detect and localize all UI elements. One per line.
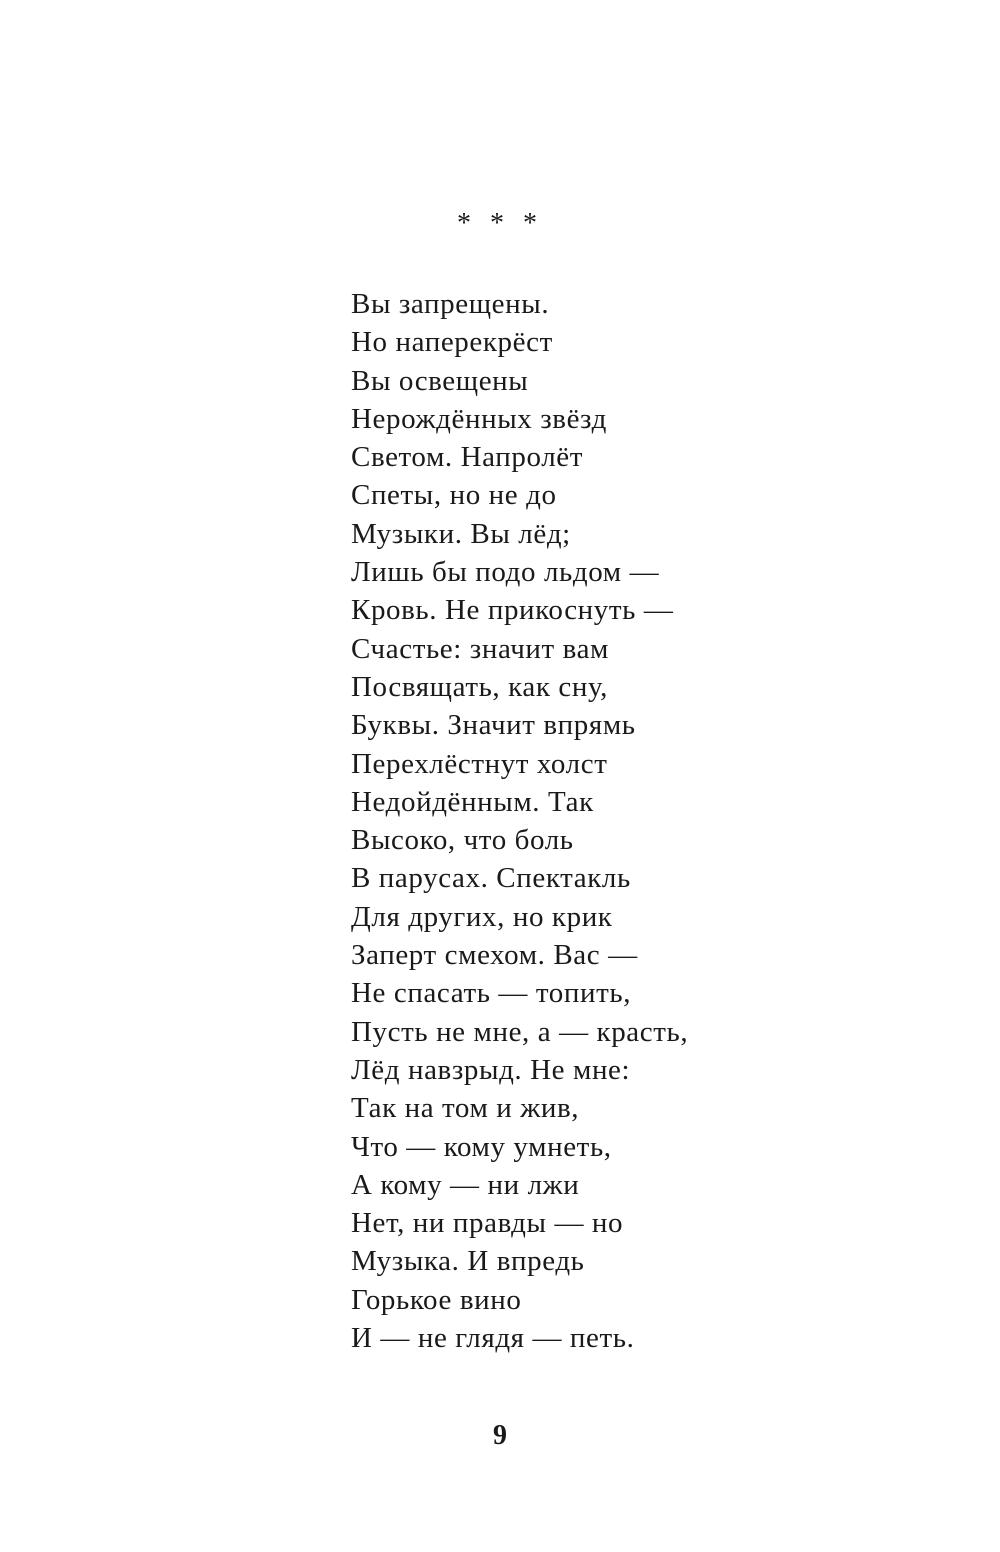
poem-line: Перехлёстнут холст [351,747,608,780]
section-separator: * * * [457,208,543,239]
poem-line: Спеты, но не до [351,479,557,512]
poem-line: Но наперекрёст [351,326,553,359]
poem-line: Что — кому умнеть, [351,1130,612,1163]
poem-line: Заперт смехом. Вас — [351,939,638,972]
poem-line: Нет, ни правды — но [351,1207,624,1240]
poem-line: Светом. Напролёт [351,441,584,474]
poem-line: Кровь. Не прикоснуть — [351,594,674,627]
poem-line: Высоко, что боль [351,824,574,857]
poem-line: Посвящать, как сну, [351,670,609,703]
poem-line: И — не глядя — петь. [351,1322,635,1355]
poem-line: Буквы. Значит впрямь [351,709,636,742]
poem-line: В парусах. Спектакль [351,862,631,895]
poem-line: Горькое вино [351,1283,522,1316]
poem-line: Вы запрещены. [351,288,550,320]
poem-line: Лёд навзрыд. Не мне: [351,1053,631,1086]
poem-line: Не спасать — топить, [351,977,632,1010]
poem-line: А кому — ни лжи [351,1168,580,1201]
poem-line: Для других, но крик [351,900,613,933]
poem-line: Лишь бы подо льдом — [351,556,660,589]
poem [351,285,951,1357]
poem-line: Музыки. Вы лёд; [351,517,571,550]
poem-line: Недойдённым. Так [351,785,594,818]
poem-line: Счастье: значит вам [351,632,610,665]
poem-line: Пусть не мне, а — красть, [351,1015,689,1048]
poem-line: Нерождённых звёзд [351,402,607,435]
poem-line: Вы освещены [351,364,529,397]
page-number: 9 [493,1420,507,1451]
poem-line: Музыка. И впредь [351,1245,585,1278]
poem-line: Так на том и жив, [351,1092,580,1125]
